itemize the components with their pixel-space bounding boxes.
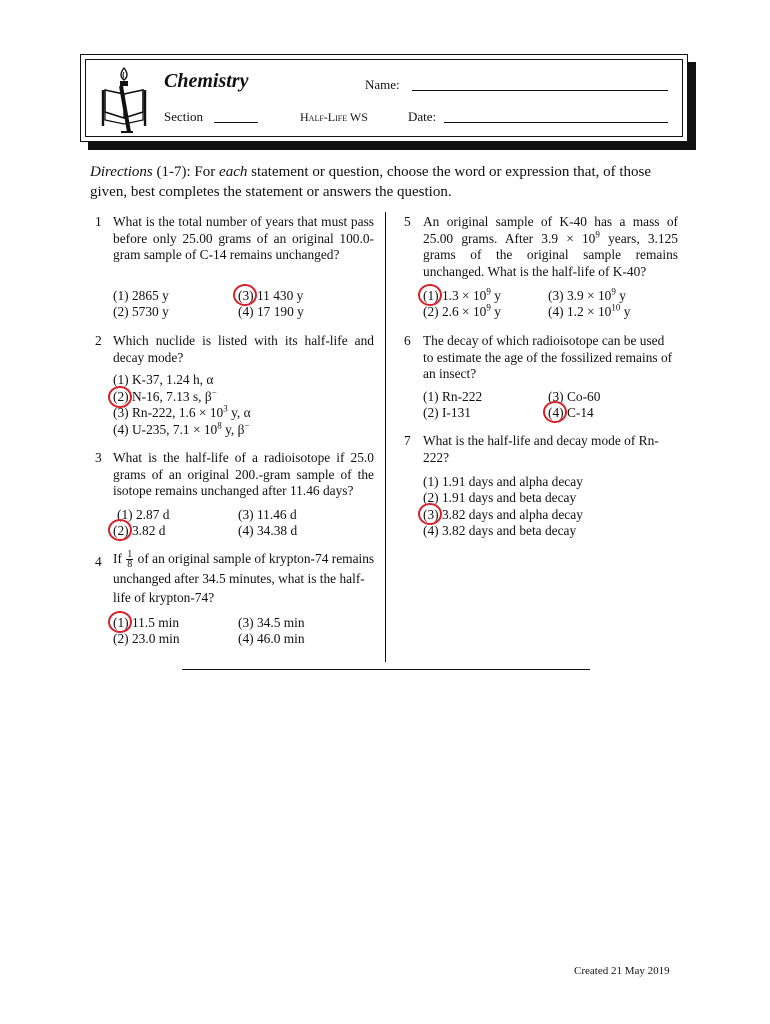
answer-choice[interactable]: (1) K-37, 1.24 h, α [113,372,214,387]
answer-choice[interactable]: (3) Co-60 [548,389,601,404]
answer-choice[interactable]: (2) 23.0 min [113,631,180,646]
question-number: 7 [404,433,411,448]
answer-choice[interactable]: (4) 17 190 y [238,304,304,319]
answer-mark-circle [108,519,132,541]
answer-choice[interactable]: (3) $3.9 \times 10^9$ y [548,286,626,303]
answer-choice[interactable]: (4) 3.82 days and beta decay [423,523,577,538]
question-text: An original sample of K-40 has a mass of 25.00 grams. After $3.9 \times 10^9$ years, 3.125 grams of the original sample remains unchanged. What is the half-life of K-40? [423,214,678,279]
answer-choice[interactable]: (2) 3.82 d [113,523,166,538]
answer-choice[interactable]: (1) 2865 y [113,288,169,303]
answer-choice[interactable]: (2) I-131 [423,405,471,420]
question-number: 6 [404,333,411,348]
question-text: If $\frac{1}{8}$ of an original sample of krypton-74 remains unchanged after 34.5 minutes, what is the half-life of krypton-74? [113,549,375,606]
answer-choice[interactable]: (1) 11.5 min [113,615,180,630]
answer-mark-circle [418,503,442,525]
answer-choice[interactable]: (3) 11.46 d [238,507,297,522]
question-number: 2 [95,333,102,348]
fraction-one-eighth: $\frac{1}{8}$ [127,549,133,571]
question-text: Which nuclide is listed with its half-life and decay mode? [113,333,374,365]
answer-choice[interactable]: (2) 5730 y [113,304,169,319]
answer-choice[interactable]: (2) 1.91 days and beta decay [423,490,577,505]
question-number: 5 [404,214,411,229]
bottom-rule [182,669,590,670]
answer-choice[interactable]: (4) 34.38 d [238,523,298,538]
answer-choice[interactable]: (3) 34.5 min [238,615,305,630]
answer-choice[interactable]: (1) $1.3 \times 10^9$ y [423,286,501,303]
question-number: 3 [95,450,102,465]
section-label: Section [164,109,203,124]
question-number: 4 [95,554,102,569]
date-field[interactable] [444,122,668,123]
answer-choice[interactable]: (4) U-235, $7.1 \times 10^8$ y, β− [113,420,250,437]
question-text: The decay of which radioisotope can be used to estimate the age of the fossilized remains of an insect? [423,333,673,381]
name-label: Name: [365,77,400,92]
answer-choice[interactable]: (4) 46.0 min [238,631,305,646]
section-field[interactable] [214,122,258,123]
answer-choice[interactable]: (1) 2.87 d [117,507,170,522]
question-text: What is the total number of years that must pass before only 25.00 grams of an original 100.0-gram sample of C-14 remains unchanged? [113,214,374,262]
name-field[interactable] [412,90,668,91]
directions-text: Directions (1-7): For each statement or question, choose the word or expression that, of those given, best completes the statement or answers the question. [90,164,652,200]
question-text: What is the half-life and decay mode of Rn-222? [423,433,659,465]
answer-mark-circle [543,401,567,423]
answer-choice[interactable]: (2) N-16, 7.13 s, β− [113,387,217,404]
answer-choice[interactable]: (1) Rn-222 [423,389,483,404]
answer-choice[interactable]: (3) 3.82 days and alpha decay [423,507,583,522]
created-date: Created 21 May 2019 [574,965,670,977]
column-divider [385,212,386,662]
date-label: Date: [408,109,437,124]
answer-mark-circle [418,284,442,306]
answer-mark-circle [233,284,257,306]
worksheet-name: Half-Life WS [300,110,368,124]
answer-choice[interactable]: (4) $1.2 \times 10^{10}$ y [548,302,631,319]
answer-choice[interactable]: (1) 1.91 days and alpha decay [423,474,583,489]
answer-mark-circle [108,386,132,408]
answer-choice[interactable]: (3) 11 430 y [238,288,304,303]
answer-choice[interactable]: (4) C-14 [548,405,594,420]
answer-choice[interactable]: (3) Rn-222, $1.6 \times 10^3$ y, α [113,403,251,420]
answer-mark-circle [108,611,132,633]
course-title: Chemistry [164,70,249,92]
question-number: 1 [95,214,102,229]
answer-choice[interactable]: (2) $2.6 \times 10^9$ y [423,302,501,319]
question-text: What is the half-life of a radioisotope if 25.0 grams of an original 200.-gram sample of the isotope remains unchanged after 11.46 days? [113,450,374,498]
torch-book-logo-icon [99,64,149,138]
